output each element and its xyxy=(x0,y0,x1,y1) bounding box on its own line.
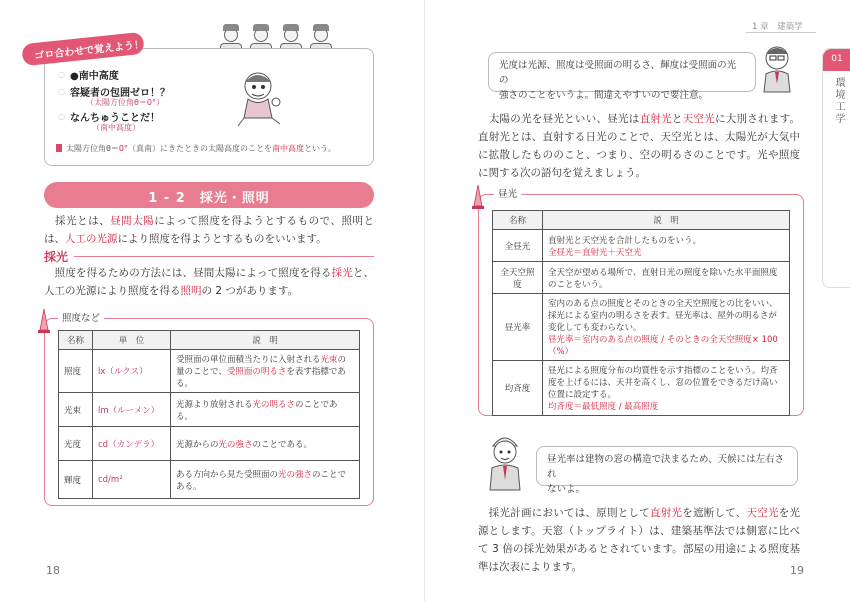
page-number: 19 xyxy=(790,564,804,577)
cell-name: 照度 xyxy=(59,350,93,393)
mnemonic-sub: （南中高度） xyxy=(92,123,140,132)
section-header xyxy=(44,182,374,208)
column-header: 単 位 xyxy=(93,331,171,350)
side-tab-label: 環境工学 xyxy=(833,77,844,125)
mnemonic-item: ●南中高度 xyxy=(70,71,119,82)
column-header: 説 明 xyxy=(171,331,360,350)
cell-name: 昼光率 xyxy=(493,294,543,361)
mnemonic-note: 太陽方位角θ＝0°（真南）にきたときの太陽高度のことを南中高度という。 xyxy=(56,143,336,154)
table-label: 照度など xyxy=(58,310,104,324)
traffic-cone-icon xyxy=(38,308,50,334)
header-rule xyxy=(746,32,816,33)
column-header: 名称 xyxy=(59,331,93,350)
cell-name: 輝度 xyxy=(59,461,93,499)
page-number: 18 xyxy=(46,564,60,577)
cell-description: 受照面の単位面積当たりに入射される光束の量のことで、受照面の明るさを表す指標である。 xyxy=(171,350,360,393)
worker-illustration xyxy=(484,430,526,492)
chapter-header: 1 章 建築学 xyxy=(752,22,803,32)
table-row xyxy=(59,427,360,461)
subheading-text: 採光 xyxy=(44,250,69,264)
table-header-row xyxy=(59,331,360,350)
table-row xyxy=(59,393,360,427)
bullet-dot: ○ xyxy=(58,70,65,79)
table-row xyxy=(59,350,360,393)
cell-name: 全天空照度 xyxy=(493,262,543,294)
side-tab-number: 01 xyxy=(823,49,850,71)
traffic-cone-icon xyxy=(472,184,484,210)
note-marker xyxy=(56,144,62,152)
mnemonic-tab: ゴロ合わせで覚えよう！ xyxy=(21,32,145,67)
lighting-paragraph: 照度を得るための方法には、昼間太陽によって照度を得る採光と、人工の光源により照度を得る照明の 2 つがあります。 xyxy=(44,267,375,297)
illuminance-table xyxy=(58,330,360,499)
mnemonic-sub: （太陽方位角θ＝0°） xyxy=(86,98,164,107)
column-header: 説 明 xyxy=(543,211,790,230)
cell-name: 光束 xyxy=(59,393,93,427)
table-row xyxy=(493,230,790,262)
cell-description: 直射光と天空光を合計したものをいう。 全昼光＝直射光＋天空光 xyxy=(543,230,790,262)
teacher-illustration xyxy=(758,42,796,94)
subheading-rule xyxy=(74,256,374,257)
cell-description: 光源からの光の強さのことである。 xyxy=(171,427,360,461)
bullet-dot: ○ xyxy=(58,87,65,96)
cell-name: 全昼光 xyxy=(493,230,543,262)
daylight-table xyxy=(492,210,790,416)
page-spine xyxy=(424,0,425,602)
cell-description: 全天空が望める場所で、直射日光の照度を除いた水平面照度のことをいう。 xyxy=(543,262,790,294)
section-title: 1 - 2 採光・照明 xyxy=(148,191,270,206)
table-row xyxy=(493,294,790,361)
mnemonic-item: 容疑者の包囲ゼロ！？ xyxy=(70,88,170,99)
daylight-paragraph: 太陽の光を昼光といい、昼光は直射光と天空光に大別されます。直射光とは、直射する日光のことで、天空光とは、太陽光が大気中に拡散したもののこと、つまり、空の明るさのことです。光や照度に関する次の語句を覚えましょう。 xyxy=(478,113,801,179)
cell-unit: lm（ルーメン） xyxy=(93,393,171,427)
tip-bubble: 光度は光源、照度は受照面の明るさ、輝度は受照面の光の 強さのことをいうよ。間違えやすいので要注意。 xyxy=(488,52,756,92)
column-header: 名称 xyxy=(493,211,543,230)
mnemonic-item: なんちゅうことだ！ xyxy=(70,113,160,124)
intro-paragraph: 採光とは、昼間太陽によって照度を得ようとするもので、照明とは、人工の光源により照度を得ようとするものをいいます。 xyxy=(44,215,375,245)
suspect-illustration xyxy=(234,66,292,128)
chapter-side-tab[interactable] xyxy=(822,48,850,288)
cell-name: 均斉度 xyxy=(493,361,543,416)
table-row xyxy=(493,262,790,294)
cell-description: 室内のある点の照度とそのときの全天空照度との比をいい、採光による室内の明るさを表す。昼光率は、屋外の明るさが変化しても変わらない。 昼光率＝室内のある点の照度 / そのときの全天空照度× 100（%） xyxy=(543,294,790,361)
tip-bubble: 昼光率は建物の窓の構造で決まるため、天候には左右され ないよ。 xyxy=(536,446,798,486)
cell-description: 光源より放射される光の明るさのことである。 xyxy=(171,393,360,427)
bullet-dot: ○ xyxy=(58,112,65,121)
cell-description: ある方向から見た受照面の光の強さのことである。 xyxy=(171,461,360,499)
table-row xyxy=(493,361,790,416)
table-row xyxy=(59,461,360,499)
lighting-plan-paragraph: 採光計画においては、原則として直射光を遮断して、天空光を光源とします。天窓（トップライト）は、建築基準法では側窓に比べて 3 倍の採光効果があるとされています。部屋の用途による照度基準は次表によります。 xyxy=(478,507,801,573)
table-label: 昼光 xyxy=(494,186,521,200)
cell-name: 光度 xyxy=(59,427,93,461)
cell-unit: lx（ルクス） xyxy=(93,350,171,393)
cell-unit: cd/m² xyxy=(93,461,171,499)
cell-description: 昼光による照度分布の均質性を示す指標のことをいう。均斉度を上げるには、天井を高くし、窓の位置をできるだけ高い位置に設定する。 均斉度＝最低照度 / 最高照度 xyxy=(543,361,790,416)
cell-unit: cd（カンデラ） xyxy=(93,427,171,461)
table-header-row xyxy=(493,211,790,230)
subheading xyxy=(44,246,374,266)
